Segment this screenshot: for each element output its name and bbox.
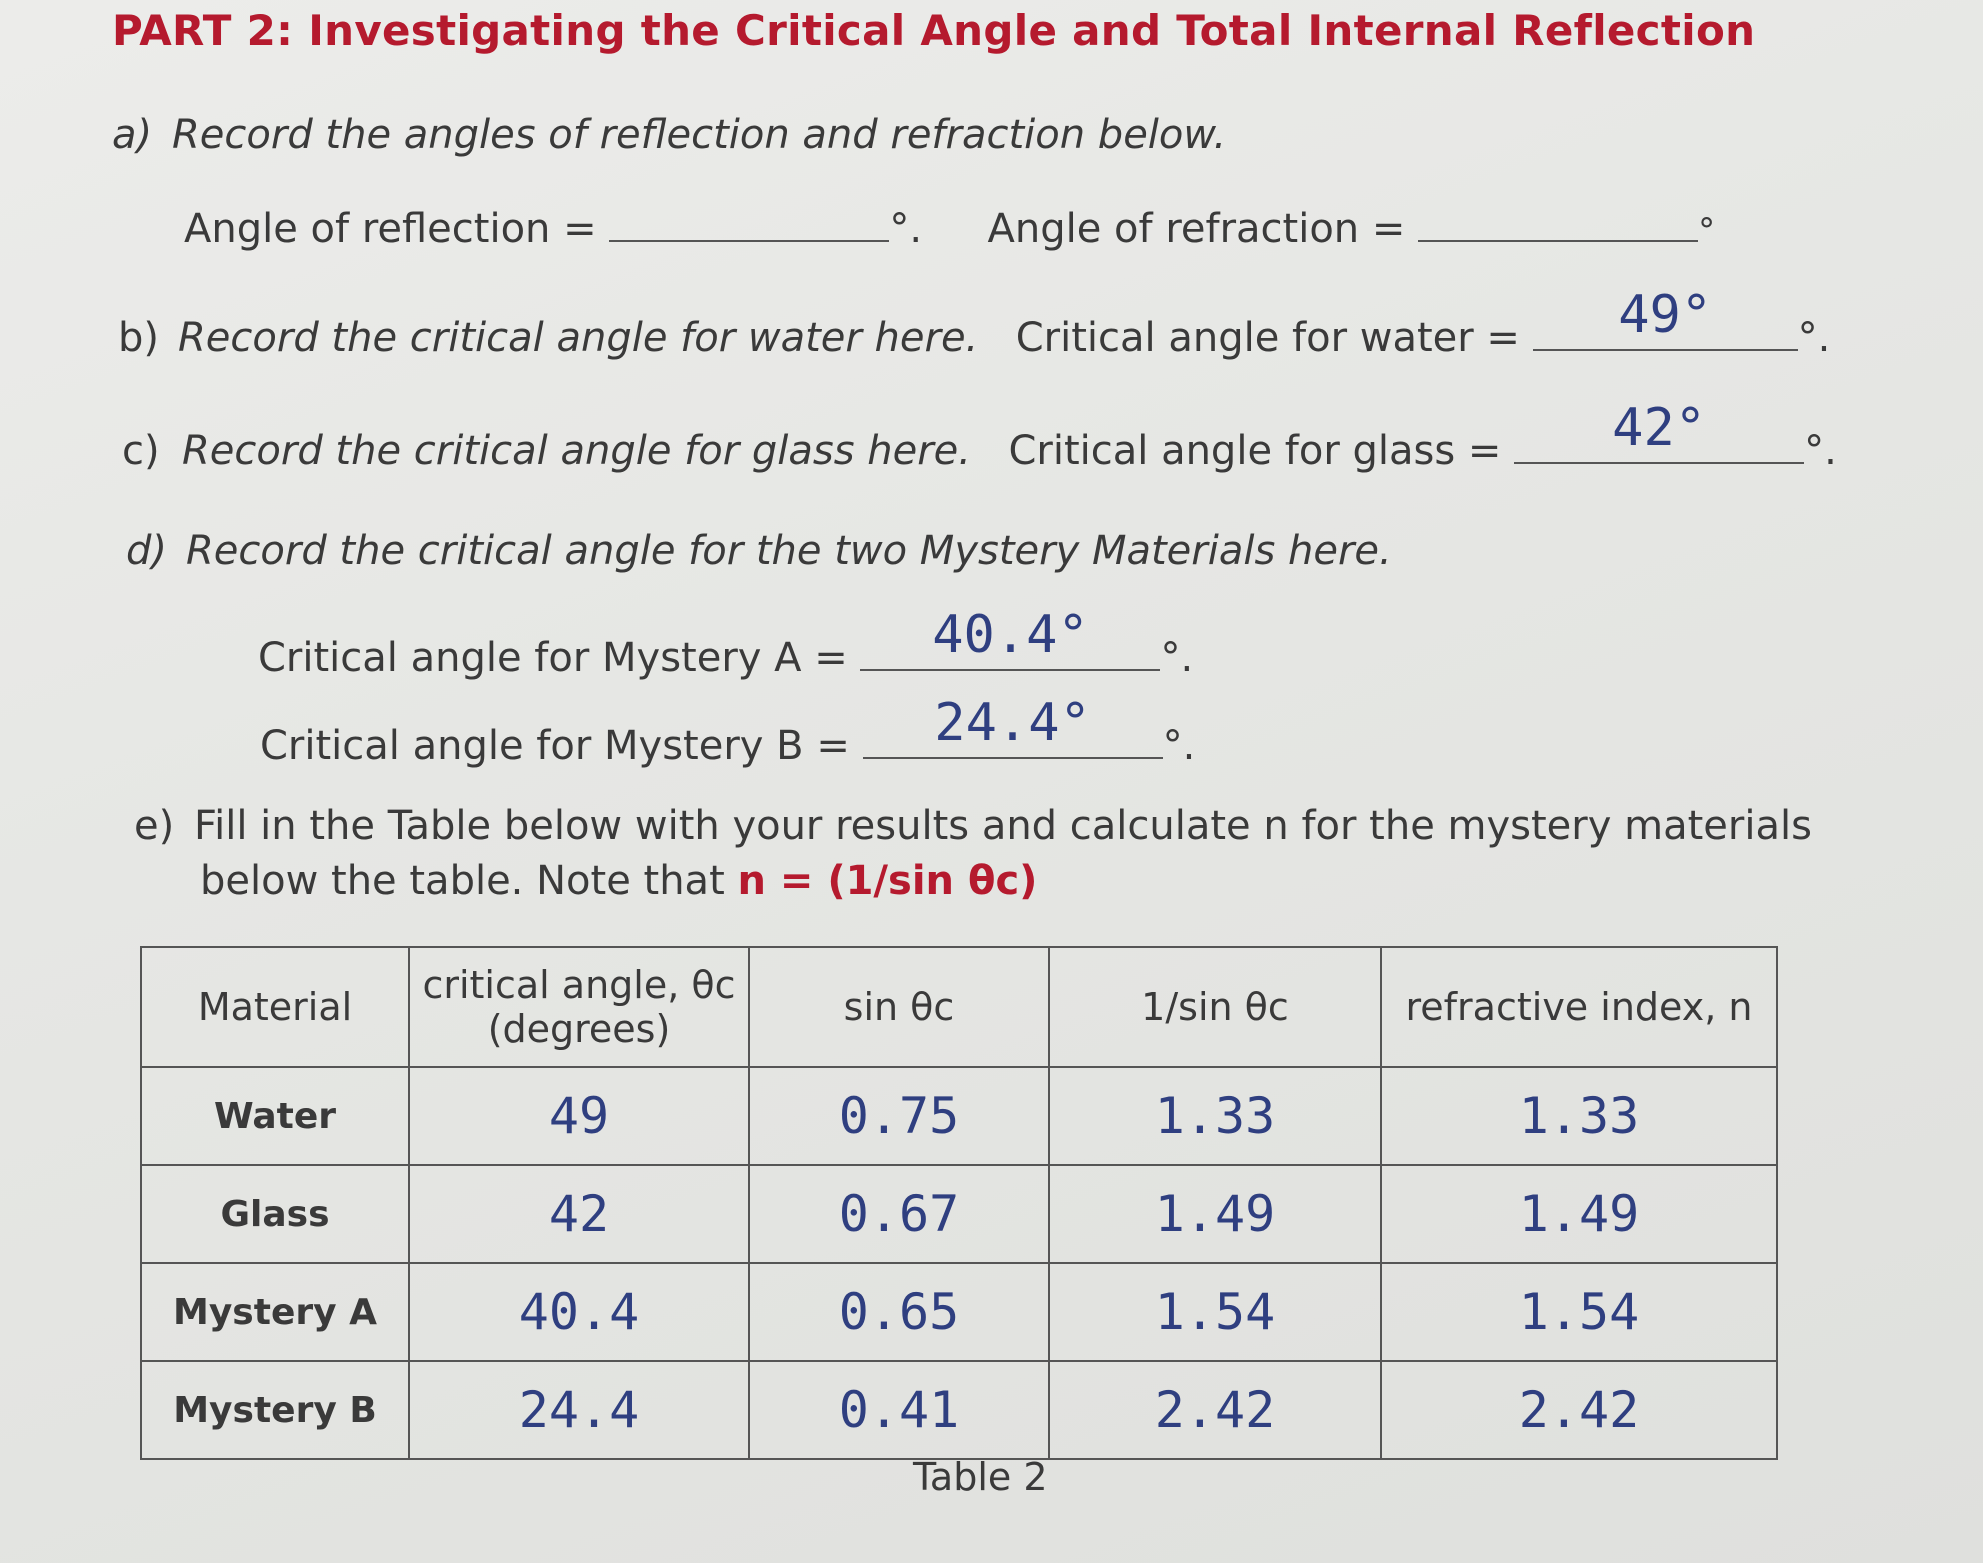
header-sin: sin θc [749,947,1049,1067]
part-c-instruction: Record the critical angle for glass here. [182,428,972,474]
part-a-answers [184,196,1715,252]
header-inverse-sin: 1/sin θc [1049,947,1381,1067]
part-c: c) Record the critical angle for glass here. Critical angle for glass = 42° °. [122,398,1837,474]
mystery-b-field[interactable] [863,693,1163,759]
header-refractive-index: refractive index, n [1381,947,1777,1067]
part-e-line1: e) Fill in the Table below with your results and calculate n for the mystery materials [134,803,1812,849]
water-angle-value: 49° [1618,285,1713,345]
mystery-a-value: 40.4° [932,605,1089,665]
material-cell: Mystery A [141,1263,409,1361]
material-cell: Water [141,1067,409,1165]
mystery-b-label: Critical angle for Mystery B = [260,723,850,769]
critical-angle-cell[interactable]: 49 [409,1067,749,1165]
table-row [141,1263,1777,1361]
sin-cell[interactable]: 0.75 [749,1067,1049,1165]
critical-angle-cell[interactable]: 42 [409,1165,749,1263]
glass-angle-value: 42° [1612,398,1707,458]
inverse-sin-cell[interactable]: 2.42 [1049,1361,1381,1459]
water-angle-field[interactable] [1533,285,1798,351]
inverse-sin-cell[interactable]: 1.33 [1049,1067,1381,1165]
part-b-instruction: Record the critical angle for water here. [178,315,979,361]
critical-angle-cell[interactable]: 24.4 [409,1361,749,1459]
table-row [141,1165,1777,1263]
refractive-index-formula: n = (1/sin θc) [737,858,1038,904]
refractive-index-cell[interactable]: 1.54 [1381,1263,1777,1361]
mystery-b-value: 24.4° [934,693,1091,753]
page-title: PART 2: Investigating the Critical Angle and Total Internal Reflection [112,6,1756,55]
mystery-b-unit: °. [1162,723,1196,769]
refraction-label: Angle of refraction = [987,206,1406,252]
reflection-unit: °. [889,206,923,252]
material-cell: Glass [141,1165,409,1263]
refractive-index-cell[interactable]: 1.49 [1381,1165,1777,1263]
refraction-blank[interactable] [1418,196,1698,242]
refraction-unit: ° [1698,211,1716,251]
mystery-b-row [260,693,1196,769]
refractive-index-cell[interactable]: 2.42 [1381,1361,1777,1459]
table-row [141,1361,1777,1459]
part-a-instruction: a) Record the angles of reflection and refraction below. [112,112,1227,158]
glass-angle-unit: °. [1804,428,1837,474]
mystery-a-unit: °. [1160,635,1194,681]
glass-angle-label: Critical angle for glass = [1008,428,1502,474]
table-header-row [141,947,1777,1067]
mystery-a-row [258,605,1194,681]
mystery-a-label: Critical angle for Mystery A = [258,635,848,681]
water-angle-label: Critical angle for water = [1015,315,1520,361]
reflection-blank[interactable] [609,196,889,242]
critical-angle-cell[interactable]: 40.4 [409,1263,749,1361]
sin-cell[interactable]: 0.65 [749,1263,1049,1361]
part-d-instruction: d) Record the critical angle for the two Mystery Materials here. [126,528,1392,574]
part-b: b) Record the critical angle for water here. Critical angle for water = 49° °. [118,285,1831,361]
sin-cell[interactable]: 0.67 [749,1165,1049,1263]
mystery-a-field[interactable] [860,605,1160,671]
table-row [141,1067,1777,1165]
glass-angle-field[interactable] [1514,398,1804,464]
part-e-line2: below the table. Note that n = (1/sin θc) [200,858,1038,904]
sin-cell[interactable]: 0.41 [749,1361,1049,1459]
header-critical-angle: critical angle, θc (degrees) [409,947,749,1067]
refractive-index-cell[interactable]: 1.33 [1381,1067,1777,1165]
header-material: Material [141,947,409,1067]
table-caption: Table 2 [913,1455,1048,1499]
results-table [140,946,1778,1460]
reflection-label: Angle of reflection = [184,206,597,252]
material-cell: Mystery B [141,1361,409,1459]
inverse-sin-cell[interactable]: 1.49 [1049,1165,1381,1263]
water-angle-unit: °. [1797,315,1831,361]
inverse-sin-cell[interactable]: 1.54 [1049,1263,1381,1361]
